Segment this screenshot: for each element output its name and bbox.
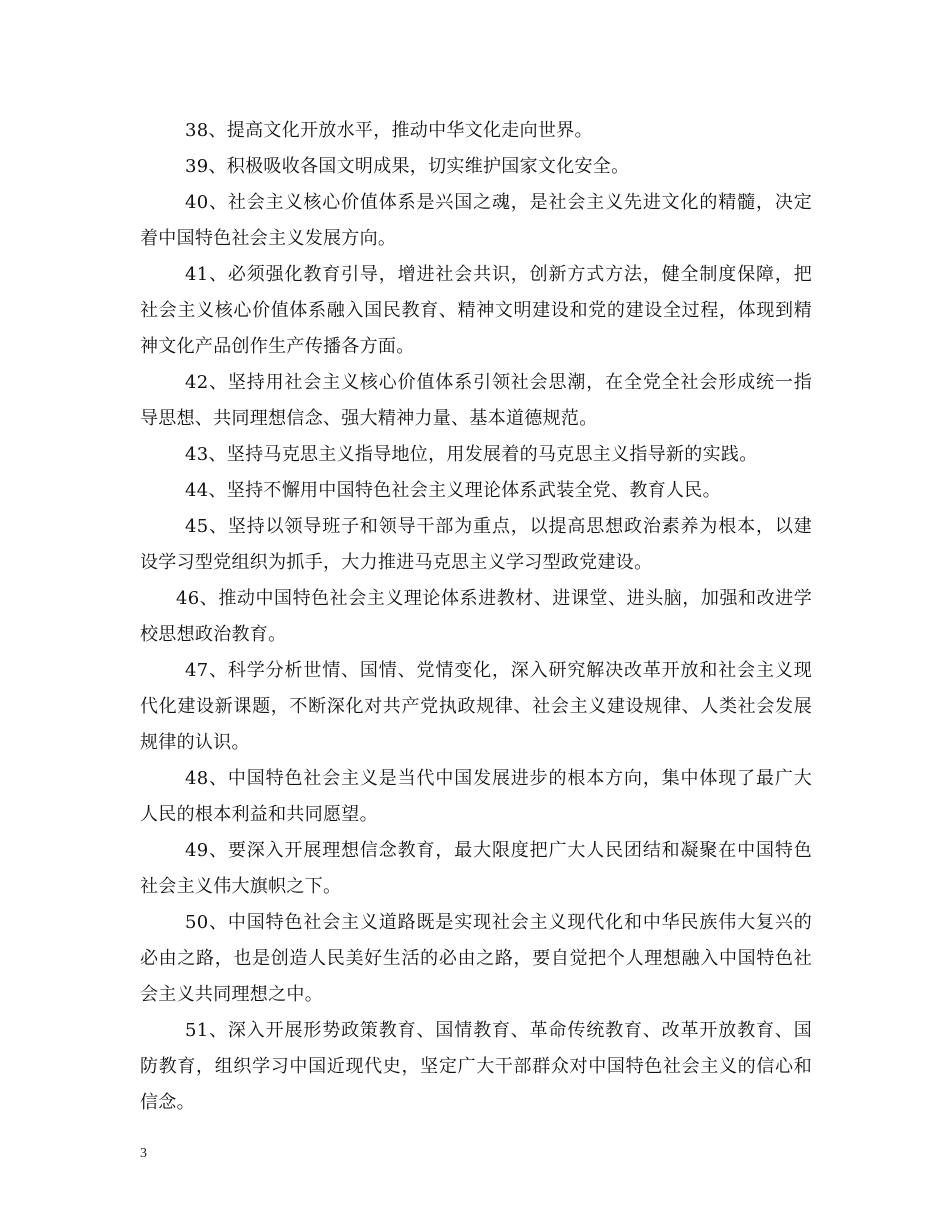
page-number: 3 xyxy=(140,1146,147,1161)
paragraph-51: 51、深入开展形势政策教育、国情教育、革命传统教育、改革开放教育、国防教育，组织学习中国近现代史，坚定广大干部群众对中国特色社会主义的信心和信念。 xyxy=(140,1020,812,1113)
paragraph-46: 46、推动中国特色社会主义理论体系进教材、进课堂、进头脑，加强和改进学校思想政治教育。 xyxy=(140,588,812,645)
paragraph-47: 47、科学分析世情、国情、党情变化，深入研究解决改革开放和社会主义现代化建设新课题，不断深化对共产党执政规律、社会主义建设规律、人类社会发展规律的认识。 xyxy=(140,660,812,753)
paragraph-38: 38、提高文化开放水平，推动中华文化走向世界。 xyxy=(185,120,593,141)
paragraph-43: 43、坚持马克思主义指导地位，用发展着的马克思主义指导新的实践。 xyxy=(185,444,758,465)
paragraph-49: 49、要深入开展理想信念教育，最大限度把广大人民团结和凝聚在中国特色社会主义伟大旗帜之下。 xyxy=(140,840,812,897)
paragraph-45: 45、坚持以领导班子和领导干部为重点，以提高思想政治素养为根本，以建设学习型党组织为抓手，大力推进马克思主义学习型政党建设。 xyxy=(140,516,812,573)
paragraph-50: 50、中国特色社会主义道路既是实现社会主义现代化和中华民族伟大复兴的必由之路，也是创造人民美好生活的必由之路，要自觉把个人理想融入中国特色社会主义共同理想之中。 xyxy=(140,912,812,1005)
paragraph-48: 48、中国特色社会主义是当代中国发展进步的根本方向，集中体现了最广大人民的根本利益和共同愿望。 xyxy=(140,768,812,825)
paragraph-44: 44、坚持不懈用中国特色社会主义理论体系武装全党、教育人民。 xyxy=(185,480,721,501)
paragraph-40: 40、社会主义核心价值体系是兴国之魂，是社会主义先进文化的精髓，决定着中国特色社会主义发展方向。 xyxy=(140,192,812,249)
paragraph-42: 42、坚持用社会主义核心价值体系引领社会思潮，在全党全社会形成统一指导思想、共同理想信念、强大精神力量、基本道德规范。 xyxy=(140,372,812,429)
paragraph-41: 41、必须强化教育引导，增进社会共识，创新方式方法，健全制度保障，把社会主义核心价值体系融入国民教育、精神文明建设和党的建设全过程，体现到精神文化产品创作生产传播各方面。 xyxy=(140,264,812,357)
paragraph-39: 39、积极吸收各国文明成果，切实维护国家文化安全。 xyxy=(185,156,630,177)
document-body xyxy=(140,113,812,1121)
